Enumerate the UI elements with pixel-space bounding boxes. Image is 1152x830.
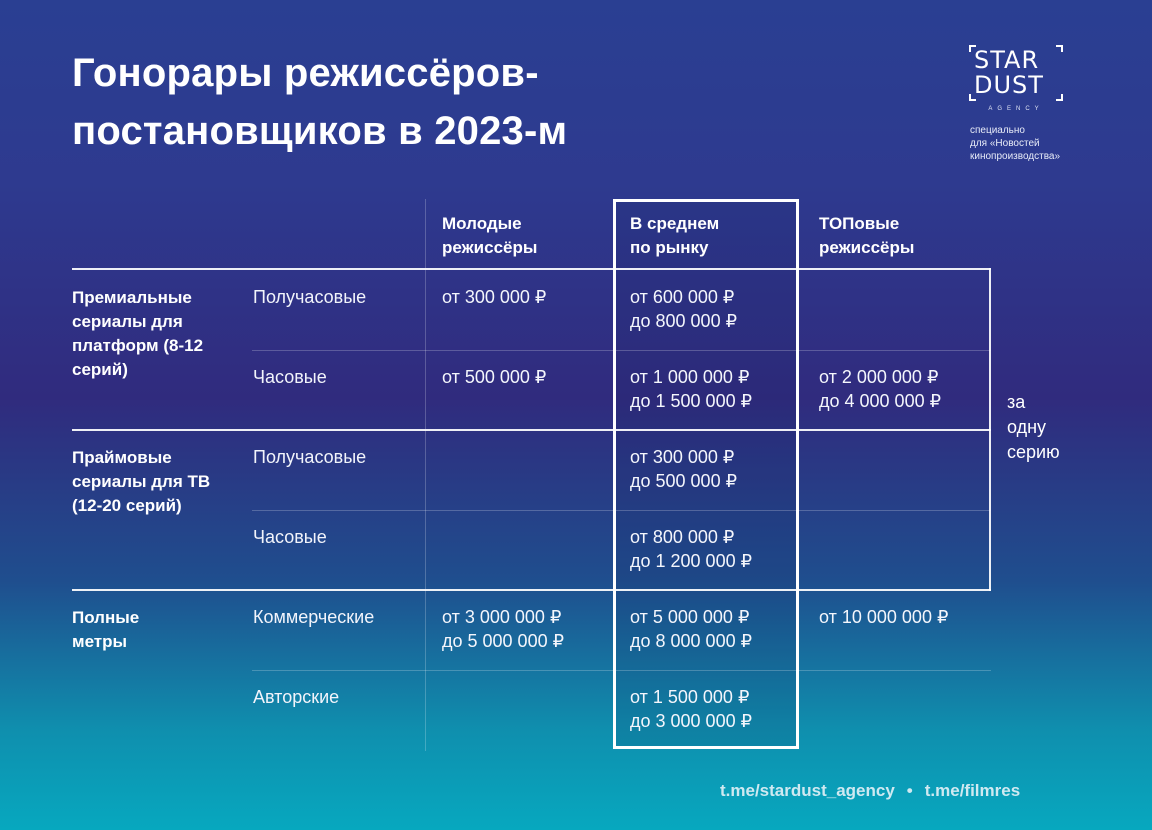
format-label: Авторские <box>253 687 340 707</box>
fee-value: до 1 500 000 ₽ <box>630 391 753 411</box>
format-label: Получасовые <box>253 287 367 307</box>
footer-links <box>720 781 1020 801</box>
fee-cell <box>630 445 737 493</box>
format-label: Часовые <box>253 527 327 547</box>
fee-cell <box>630 605 752 653</box>
logo-subtitle: AGENCY <box>988 106 1044 112</box>
header-line: ТОПовые <box>819 214 900 233</box>
table-rule <box>72 429 991 431</box>
fee-value: от 300 000 ₽ <box>630 447 735 467</box>
logo-word-star: STAR <box>974 46 1040 74</box>
fee-value: от 1 500 000 ₽ <box>630 687 750 707</box>
per-episode-note <box>1007 390 1060 465</box>
telegram-link-filmres[interactable]: t.me/filmres <box>924 781 1021 800</box>
fee-value: до 8 000 000 ₽ <box>630 631 753 651</box>
fee-cell <box>442 605 564 653</box>
header-average-market <box>630 212 719 260</box>
header-young-directors <box>442 212 537 260</box>
table-rule <box>989 268 991 591</box>
header-line: по рынку <box>630 238 709 257</box>
fee-value: до 4 000 000 ₽ <box>819 391 942 411</box>
note-line: серию <box>1007 442 1060 462</box>
fee-cell <box>630 365 752 413</box>
fee-value: от 5 000 000 ₽ <box>630 607 750 627</box>
fee-value: до 1 200 000 ₽ <box>630 551 753 571</box>
fee-value: от 800 000 ₽ <box>630 527 735 547</box>
format-label: Получасовые <box>253 447 367 467</box>
tagline <box>970 124 1060 163</box>
table-rule <box>72 589 991 591</box>
telegram-link-stardust[interactable]: t.me/stardust_agency <box>720 781 895 800</box>
category-prime-tv-series: Праймовые сериалы для ТВ (12-20 серий) <box>72 448 211 515</box>
fee-cell <box>819 365 941 413</box>
fee-cell <box>442 285 546 309</box>
format-label: Часовые <box>253 367 327 387</box>
fee-value: от 600 000 ₽ <box>630 287 735 307</box>
note-line: одну <box>1007 417 1047 437</box>
fee-value: от 10 000 000 ₽ <box>819 607 949 627</box>
fee-cell <box>630 285 737 333</box>
title-line-1: Гонорары режиссёров- <box>72 51 539 95</box>
fee-cell <box>630 525 752 573</box>
format-label: Коммерческие <box>253 607 375 627</box>
page-title <box>72 44 567 160</box>
row-divider <box>252 350 991 351</box>
fee-value: от 300 000 ₽ <box>442 287 547 307</box>
tagline-line: специально <box>970 125 1025 136</box>
fee-value: от 500 000 ₽ <box>442 367 547 387</box>
title-line-2: постановщиков в 2023-м <box>72 109 568 153</box>
header-top-directors <box>819 212 914 260</box>
logo-mark <box>968 44 1064 102</box>
header-line: В среднем <box>630 214 720 233</box>
header-line: режиссёры <box>442 238 538 257</box>
header-line: режиссёры <box>819 238 915 257</box>
row-divider <box>252 670 991 671</box>
tagline-line: для «Новостей <box>970 138 1040 149</box>
separator-dot: • <box>906 781 913 800</box>
fee-cell <box>630 685 752 733</box>
row-divider <box>252 510 991 511</box>
fee-cell <box>442 365 546 389</box>
header-line: Молодые <box>442 214 522 233</box>
fee-value: до 800 000 ₽ <box>630 311 738 331</box>
stardust-logo <box>968 44 1068 112</box>
table-rule <box>72 268 991 270</box>
fee-value: от 2 000 000 ₽ <box>819 367 939 387</box>
logo-word-dust: DUST <box>974 71 1044 99</box>
category-full-length: Полные метры <box>72 608 140 651</box>
note-line: за <box>1007 392 1026 412</box>
tagline-line: кинопроизводства» <box>970 151 1061 162</box>
fee-value: до 5 000 000 ₽ <box>442 631 565 651</box>
fee-value: до 3 000 000 ₽ <box>630 711 753 731</box>
category-premium-series: Премиальные сериалы для платформ (8-12 серий) <box>72 288 204 379</box>
fee-value: от 3 000 000 ₽ <box>442 607 562 627</box>
fee-cell <box>819 605 948 629</box>
fee-value: от 1 000 000 ₽ <box>630 367 750 387</box>
fee-value: до 500 000 ₽ <box>630 471 738 491</box>
column-divider <box>425 199 426 751</box>
